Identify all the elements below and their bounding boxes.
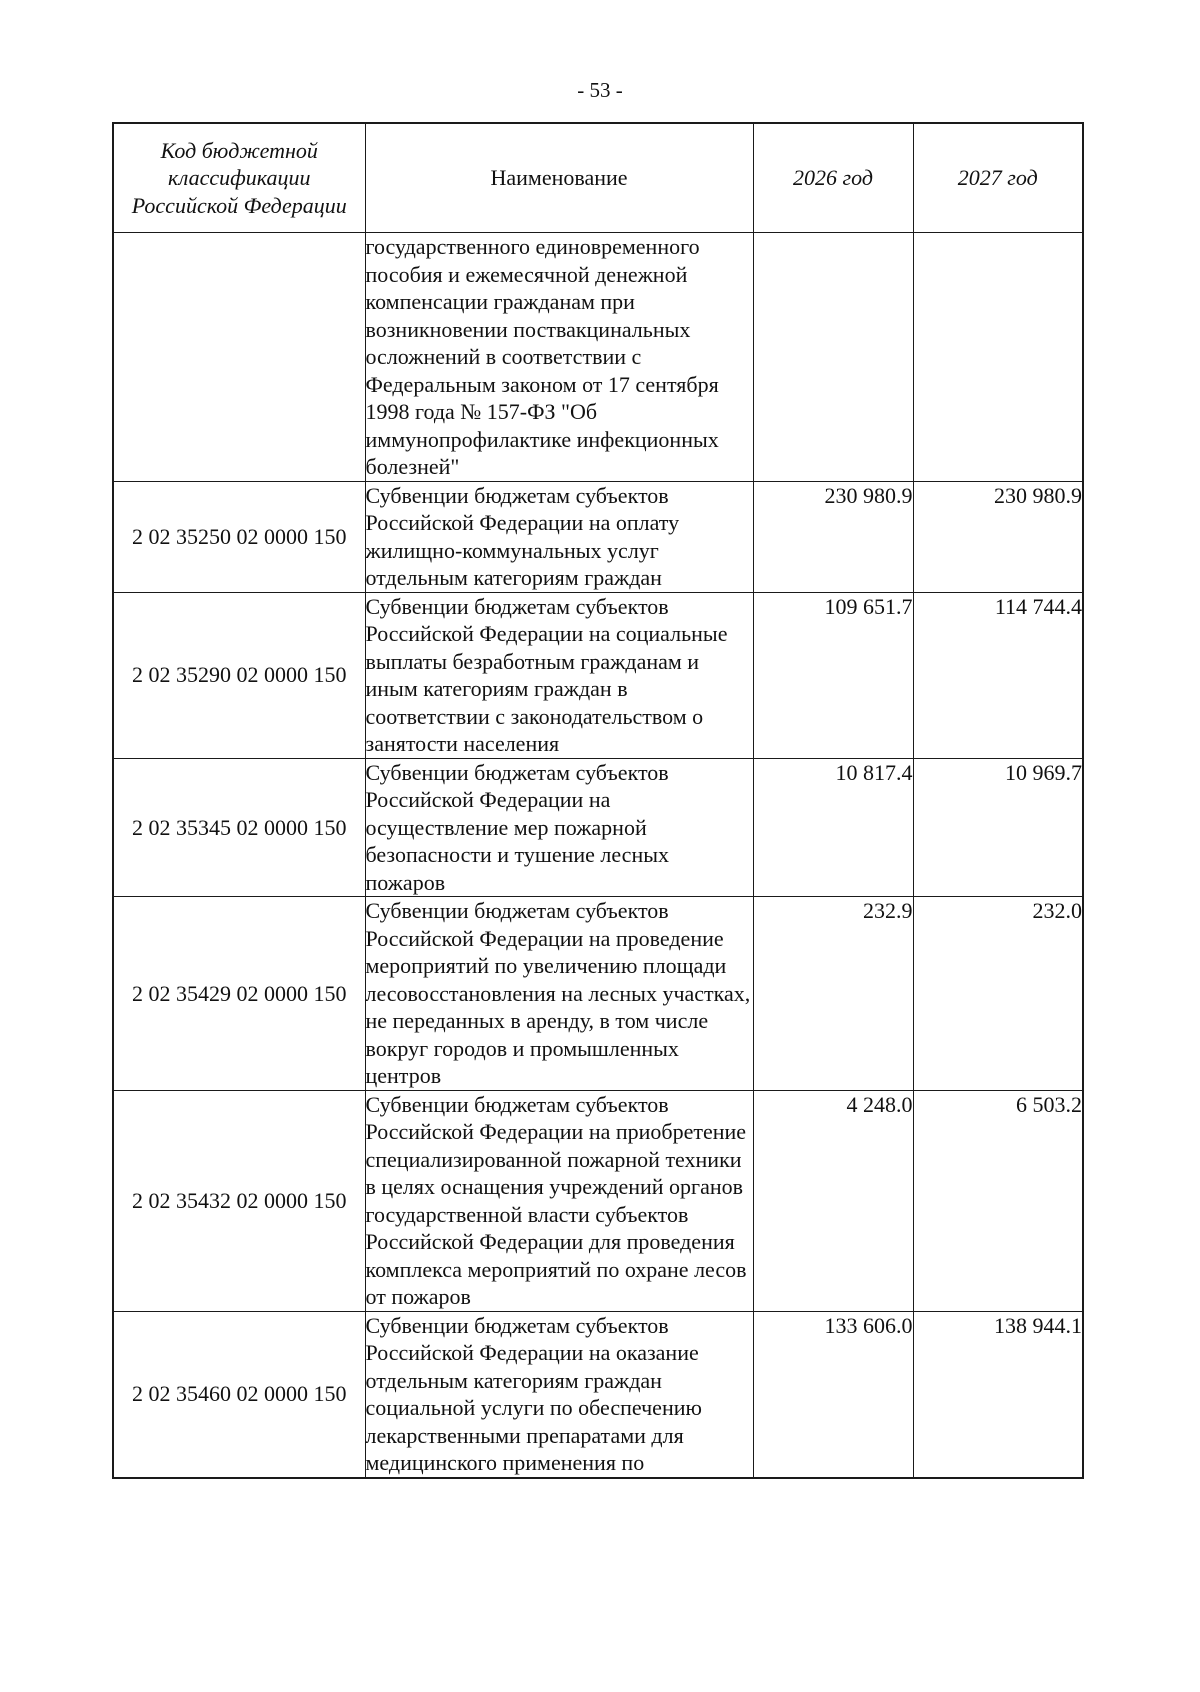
budget-table xyxy=(112,122,1084,1479)
row-value-2026: 232.9 xyxy=(753,897,913,1091)
row-value-2026 xyxy=(753,233,913,482)
row-code: 2 02 35460 02 0000 150 xyxy=(113,1311,365,1478)
row-value-2026: 4 248.0 xyxy=(753,1090,913,1311)
row-value-2026: 230 980.9 xyxy=(753,481,913,592)
header-year-2027: 2027 год xyxy=(913,123,1083,233)
table-row xyxy=(113,1311,1083,1478)
page-number: - 53 - xyxy=(577,78,623,102)
table-row xyxy=(113,481,1083,592)
row-name: Субвенции бюджетам субъектов Российской Федерации на проведение мероприятий по увеличению площади лесовосстановления на лесных участках, не переданных в аренду, в том числе вокруг городов и промышленных центров xyxy=(365,897,753,1091)
row-code: 2 02 35432 02 0000 150 xyxy=(113,1090,365,1311)
row-code: 2 02 35345 02 0000 150 xyxy=(113,758,365,897)
row-value-2027: 10 969.7 xyxy=(913,758,1083,897)
table-row xyxy=(113,1090,1083,1311)
row-name: государственного единовременного пособия и ежемесячной денежной компенсации гражданам при возникновении поствакцинальных осложнений в соответствии с Федеральным законом от 17 сентября 1998 года № 157-ФЗ "Об иммунопрофилактике инфекционных болезней" xyxy=(365,233,753,482)
row-code: 2 02 35429 02 0000 150 xyxy=(113,897,365,1091)
row-value-2027: 232.0 xyxy=(913,897,1083,1091)
row-value-2026: 10 817.4 xyxy=(753,758,913,897)
table-row xyxy=(113,233,1083,482)
header-year-2026: 2026 год xyxy=(753,123,913,233)
table-row xyxy=(113,758,1083,897)
row-name: Субвенции бюджетам субъектов Российской Федерации на оказание отдельным категориям граждан социальной услуги по обеспечению лекарственными препаратами для медицинского применения по xyxy=(365,1311,753,1478)
row-value-2027: 138 944.1 xyxy=(913,1311,1083,1478)
row-value-2027: 6 503.2 xyxy=(913,1090,1083,1311)
row-code xyxy=(113,233,365,482)
row-name: Субвенции бюджетам субъектов Российской Федерации на социальные выплаты безработным гражданам и иным категориям граждан в соответствии с законодательством о занятости населения xyxy=(365,592,753,758)
row-value-2027: 114 744.4 xyxy=(913,592,1083,758)
row-value-2027 xyxy=(913,233,1083,482)
row-name: Субвенции бюджетам субъектов Российской Федерации на осуществление мер пожарной безопасности и тушение лесных пожаров xyxy=(365,758,753,897)
row-name: Субвенции бюджетам субъектов Российской Федерации на приобретение специализированной пожарной техники в целях оснащения учреждений органов государственной власти субъектов Российской Федерации для проведения комплекса мероприятий по охране лесов от пожаров xyxy=(365,1090,753,1311)
row-code: 2 02 35290 02 0000 150 xyxy=(113,592,365,758)
table-row xyxy=(113,897,1083,1091)
row-name: Субвенции бюджетам субъектов Российской Федерации на оплату жилищно-коммунальных услуг отдельным категориям граждан xyxy=(365,481,753,592)
row-code: 2 02 35250 02 0000 150 xyxy=(113,481,365,592)
table-row xyxy=(113,592,1083,758)
row-value-2027: 230 980.9 xyxy=(913,481,1083,592)
row-value-2026: 133 606.0 xyxy=(753,1311,913,1478)
header-name: Наименование xyxy=(365,123,753,233)
row-value-2026: 109 651.7 xyxy=(753,592,913,758)
table-header-row xyxy=(113,123,1083,233)
header-code: Код бюджетной классификации Российской Федерации xyxy=(113,123,365,233)
